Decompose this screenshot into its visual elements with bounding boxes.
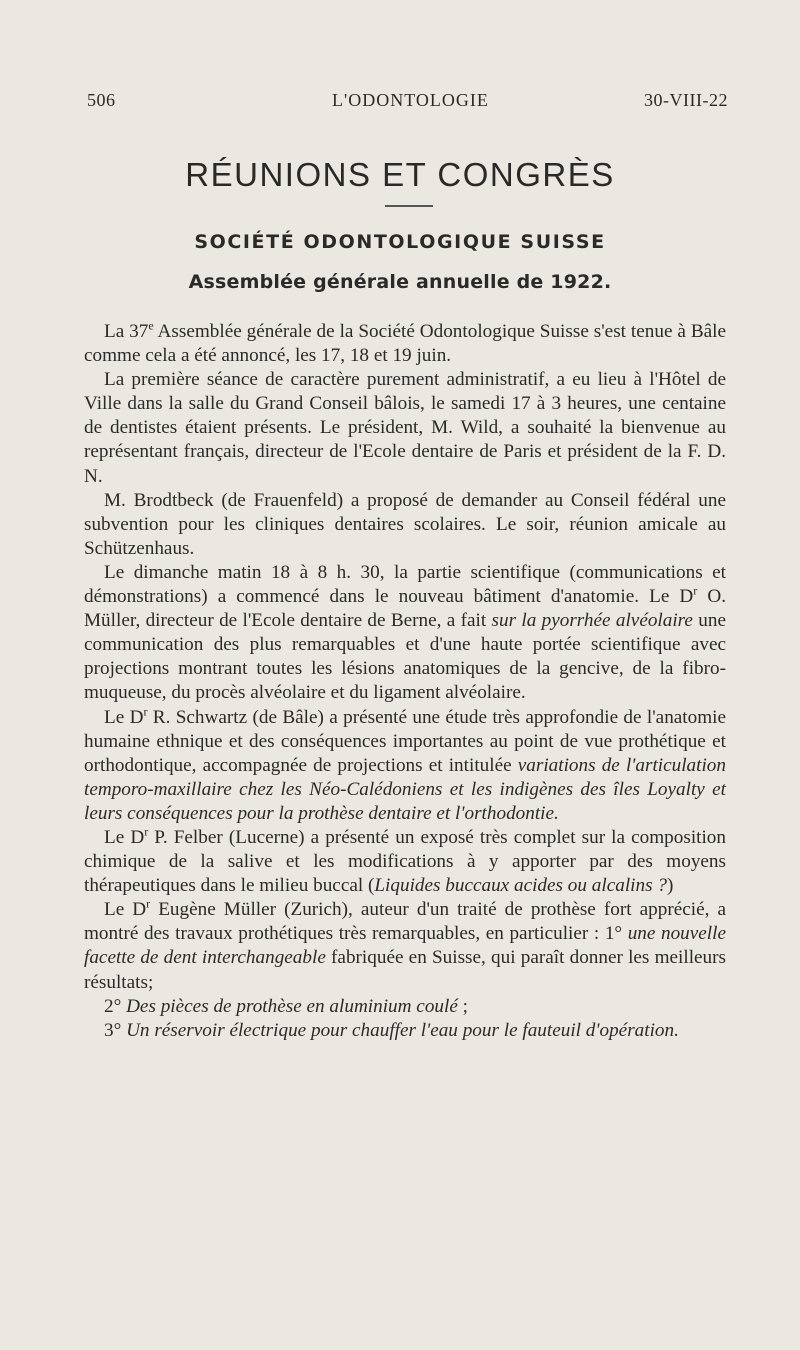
- paragraph-2: La première séance de caractère purement administratif, a eu lieu à l'Hôtel de Ville dans la salle du Grand Conseil bâlois, le samedi 17 à 3 heures, une centaine de dentistes étaient présents. Le président, M. Wild, a souhaité la bienvenue au représentant français, directeur de l'Ecole dentaire de Paris et président de la F. D. N.: [84, 369, 726, 487]
- paragraph-1: La 37e Assemblée générale de la Société Odontologique Suisse s'est tenue à Bâle comme cela a été annoncé, les 17, 18 et 19 juin.: [84, 318, 726, 367]
- paragraph-8: 2° Des pièces de prothèse en aluminium coulé ;: [104, 995, 468, 1017]
- society-heading: SOCIÉTÉ ODONTOLOGIQUE SUISSE: [194, 231, 606, 253]
- paragraph-4: Le dimanche matin 18 à 8 h. 30, la partie scientifique (communications et démonstrations) a commencé dans le nouveau bâtiment d'anatomie. Le $D^r$ O. Müller, directeur de l'Ecole dentaire de Berne, a fait sur la pyorrhée alvéolaire une communication des plus remarquables et d'une haute portée scientifique avec projections montrant toutes les lésions anatomiques de la gencive, de la fibro-muqueuse, du procès alvéolaire et du ligament alvéolaire.: [84, 561, 727, 704]
- paragraph-6: Le $D^r$ P. Felber (Lucerne) a présenté un exposé très complet sur la composition chimique de la salive et les modifications à y apporter par des moyens thérapeutiques dans le milieu buccal (Liquides buccaux acides ou alcalins ?): [84, 824, 726, 897]
- title-divider: [385, 205, 433, 207]
- article-body: [84, 320, 726, 1043]
- paragraph-3: M. Brodtbeck (de Frauenfeld) a proposé de demander au Conseil fédéral une subvention pour les cliniques dentaires scolaires. Le soir, réunion amicale au Schützenhaus.: [84, 489, 726, 559]
- section-title: RÉUNIONS ET CONGRÈS: [185, 156, 615, 193]
- issue-date: 30-VIII-22: [644, 90, 728, 110]
- paragraph-9: 3° Un réservoir électrique pour chauffer l'eau pour le fauteuil d'opération.: [104, 1019, 679, 1041]
- running-head: [87, 90, 728, 120]
- paragraph-7: Le $D^r$ Eugène Müller (Zurich), auteur d'un traité de prothèse fort apprécié, a montré des travaux prothétiques très remarquables, en particulier : 1° une nouvelle facette de dent interchangeable fabriquée en Suisse, qui paraît donner les meilleurs résultats;: [84, 896, 726, 993]
- assembly-subtitle: Assemblée générale annuelle de 1922.: [188, 271, 612, 293]
- page-number: 506: [87, 90, 116, 110]
- journal-title: L'ODONTOLOGIE: [332, 90, 489, 110]
- paragraph-5: Le $D^r$ R. Schwartz (de Bâle) a présenté une étude très approfondie de l'anatomie humaine ethnique et des conséquences importantes au point de vue prothétique et orthodontique, accompagnée de projections et intitulée variations de l'articulation temporo-maxillaire chez les Néo-Calédoniens et les indigènes des îles Loyalty et leurs conséquences pour la prothèse dentaire et l'orthodontie.: [84, 704, 726, 824]
